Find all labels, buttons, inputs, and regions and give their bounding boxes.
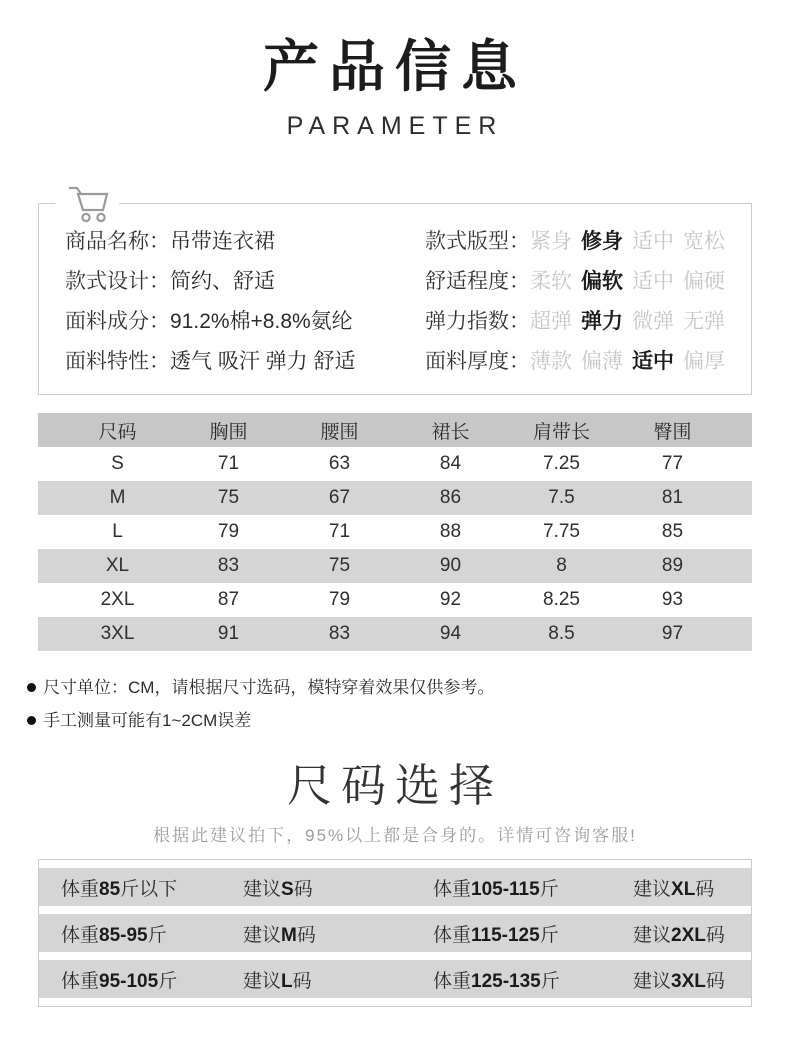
size-table-cell: 79 xyxy=(328,589,351,610)
info-label: 款式设计： xyxy=(65,270,170,293)
weight-table-cell xyxy=(411,920,611,947)
info-row xyxy=(425,222,751,262)
option: 适中 xyxy=(632,230,674,253)
text-segment: 码 xyxy=(705,970,725,992)
text-segment: 125-135 xyxy=(471,970,541,992)
size-table-cell: 71 xyxy=(328,521,351,542)
text-segment: 斤 xyxy=(147,924,167,946)
bullet-icon xyxy=(27,683,36,692)
text-segment: 码 xyxy=(296,924,316,946)
size-table-cell: 93 xyxy=(661,589,684,610)
text-segment: 斤 xyxy=(540,970,560,992)
text-segment: 斤 xyxy=(158,970,178,992)
option: 偏薄 xyxy=(581,350,623,373)
note-text: 手工测量可能有1~2CM误差 xyxy=(43,711,252,730)
text-segment: 105-115 xyxy=(471,878,540,900)
size-table-row xyxy=(38,549,752,583)
info-row xyxy=(65,342,425,382)
size-table-cell: 63 xyxy=(328,453,351,474)
size-table-cell: 67 xyxy=(328,487,351,508)
text-segment: XL xyxy=(671,878,696,900)
size-table-cell: 86 xyxy=(439,487,462,508)
text-segment: 码 xyxy=(293,878,313,900)
size-table-cell: 83 xyxy=(328,623,351,644)
info-row xyxy=(65,222,425,262)
weight-table-cell xyxy=(611,874,751,901)
size-table-cell: 75 xyxy=(328,555,351,576)
option: 偏硬 xyxy=(683,270,725,293)
page-title: 产品信息 xyxy=(263,35,527,98)
size-table-cell: 8.5 xyxy=(548,623,575,644)
size-table-cell: 8.25 xyxy=(543,589,580,610)
text-segment: 斤以下 xyxy=(120,878,178,900)
info-label: 面料厚度： xyxy=(425,350,530,373)
text-segment: L xyxy=(281,970,293,992)
weight-table-row xyxy=(39,868,751,906)
option-selected: 弹力 xyxy=(581,310,623,333)
info-value: 透气 吸汗 弹力 舒适 xyxy=(170,350,356,373)
shopping-cart-icon xyxy=(55,181,119,225)
option: 紧身 xyxy=(530,230,572,253)
product-info-left xyxy=(65,222,425,382)
size-table-header-cell: 胸围 xyxy=(209,421,248,443)
info-row xyxy=(65,262,425,302)
size-table-cell: S xyxy=(111,453,124,474)
info-value: 吊带连衣裙 xyxy=(170,230,275,253)
info-row xyxy=(425,342,751,382)
size-table-cell: 97 xyxy=(661,623,684,644)
size-table-cell: 85 xyxy=(661,521,684,542)
text-segment: 85 xyxy=(99,878,121,900)
size-table-header-cell: 裙长 xyxy=(431,421,470,443)
size-table-cell: 71 xyxy=(217,453,240,474)
text-segment: 体重 xyxy=(433,970,472,992)
note-item xyxy=(27,671,790,704)
text-segment: 体重 xyxy=(433,924,472,946)
text-segment: 斤 xyxy=(539,878,559,900)
weight-table-cell xyxy=(611,966,751,993)
weight-table-row xyxy=(39,960,751,998)
size-table-row xyxy=(38,617,752,651)
text-segment: 体重 xyxy=(61,970,100,992)
text-segment: 体重 xyxy=(433,878,472,900)
info-label: 款式版型： xyxy=(425,230,530,253)
weight-table-cell xyxy=(39,966,221,993)
weight-table-cell xyxy=(221,920,411,947)
info-label: 弹力指数： xyxy=(425,310,530,333)
weight-table-cell xyxy=(411,874,611,901)
text-segment: 建议 xyxy=(243,970,282,992)
option: 柔软 xyxy=(530,270,572,293)
info-value: 91.2%棉+8.8%氨纶 xyxy=(170,310,353,333)
info-row xyxy=(425,262,751,302)
size-table-header-cell: 肩带长 xyxy=(532,421,590,443)
text-segment: 建议 xyxy=(633,970,672,992)
text-segment: 码 xyxy=(705,924,725,946)
size-table xyxy=(38,413,752,651)
size-table-cell: 75 xyxy=(217,487,240,508)
size-table-cell: 91 xyxy=(217,623,240,644)
option: 适中 xyxy=(632,270,674,293)
weight-table-cell xyxy=(39,874,221,901)
weight-table-cell xyxy=(221,874,411,901)
text-segment: 建议 xyxy=(633,924,672,946)
option: 微弹 xyxy=(632,310,674,333)
size-table-row xyxy=(38,447,752,481)
size-table-cell: 87 xyxy=(217,589,240,610)
text-segment: 2XL xyxy=(671,924,706,946)
size-table-cell: 7.5 xyxy=(548,487,575,508)
text-segment: 码 xyxy=(695,878,715,900)
info-label: 舒适程度： xyxy=(425,270,530,293)
size-table-cell: 92 xyxy=(439,589,462,610)
size-table-cell: 89 xyxy=(661,555,684,576)
size-table-cell: L xyxy=(112,521,123,542)
option: 超弹 xyxy=(530,310,572,333)
bullet-icon xyxy=(27,716,36,725)
size-table-row xyxy=(38,481,752,515)
option-selected: 偏软 xyxy=(581,270,623,293)
weight-table-cell xyxy=(39,920,221,947)
option: 薄款 xyxy=(530,350,572,373)
size-table-cell: M xyxy=(109,487,126,508)
notes xyxy=(27,671,790,737)
size-table-cell: 2XL xyxy=(100,589,135,610)
product-info-right xyxy=(425,222,751,382)
size-table-cell: 7.75 xyxy=(543,521,580,542)
info-row xyxy=(65,302,425,342)
text-segment: 建议 xyxy=(243,924,282,946)
text-segment: 斤 xyxy=(539,924,559,946)
option-selected: 适中 xyxy=(632,350,674,373)
size-table-cell: 79 xyxy=(217,521,240,542)
info-row xyxy=(425,302,751,342)
text-segment: 建议 xyxy=(243,878,282,900)
text-segment: 3XL xyxy=(671,970,706,992)
text-segment: 115-125 xyxy=(471,924,540,946)
text-segment: 85-95 xyxy=(99,924,148,946)
size-table-cell: XL xyxy=(105,555,130,576)
info-label: 面料成分： xyxy=(65,310,170,333)
weight-table-row xyxy=(39,914,751,952)
weight-table-cell xyxy=(411,966,611,993)
size-table-header-cell: 尺码 xyxy=(98,421,137,443)
size-table-cell: 88 xyxy=(439,521,462,542)
weight-recommendation-table xyxy=(38,859,752,1007)
option: 无弹 xyxy=(683,310,725,333)
info-value: 简约、舒适 xyxy=(170,270,275,293)
size-table-cell: 83 xyxy=(217,555,240,576)
info-label: 商品名称： xyxy=(65,230,170,253)
size-table-header-row xyxy=(38,413,752,447)
size-table-row xyxy=(38,515,752,549)
text-segment: 95-105 xyxy=(99,970,159,992)
size-table-header-cell: 腰围 xyxy=(320,421,359,443)
product-info-box xyxy=(38,203,752,395)
info-label: 面料特性： xyxy=(65,350,170,373)
size-table-cell: 3XL xyxy=(100,623,135,644)
size-table-cell: 77 xyxy=(661,453,684,474)
size-select-subtitle: 根据此建议拍下，95%以上都是合身的。详情可咨询客服! xyxy=(153,826,637,845)
note-text: 尺寸单位：CM，请根据尺寸选码，模特穿着效果仅供参考。 xyxy=(43,678,495,697)
text-segment: M xyxy=(281,924,297,946)
option-selected: 修身 xyxy=(581,230,623,253)
size-table-header-cell: 臀围 xyxy=(653,421,692,443)
size-table-cell: 84 xyxy=(439,453,462,474)
page-subtitle: PARAMETER xyxy=(286,112,504,140)
size-table-cell: 8 xyxy=(556,555,567,576)
option: 偏厚 xyxy=(683,350,725,373)
text-segment: 建议 xyxy=(633,878,672,900)
text-segment: 码 xyxy=(292,970,312,992)
text-segment: S xyxy=(281,878,294,900)
size-table-cell: 7.25 xyxy=(543,453,580,474)
weight-table-cell xyxy=(221,966,411,993)
size-select-title: 尺码选择 xyxy=(286,760,503,811)
text-segment: 体重 xyxy=(61,878,100,900)
size-table-cell: 81 xyxy=(661,487,684,508)
size-table-cell: 94 xyxy=(439,623,462,644)
option: 宽松 xyxy=(683,230,725,253)
note-item xyxy=(27,704,790,737)
weight-table-cell xyxy=(611,920,751,947)
size-table-row xyxy=(38,583,752,617)
text-segment: 体重 xyxy=(61,924,100,946)
size-table-cell: 90 xyxy=(439,555,462,576)
